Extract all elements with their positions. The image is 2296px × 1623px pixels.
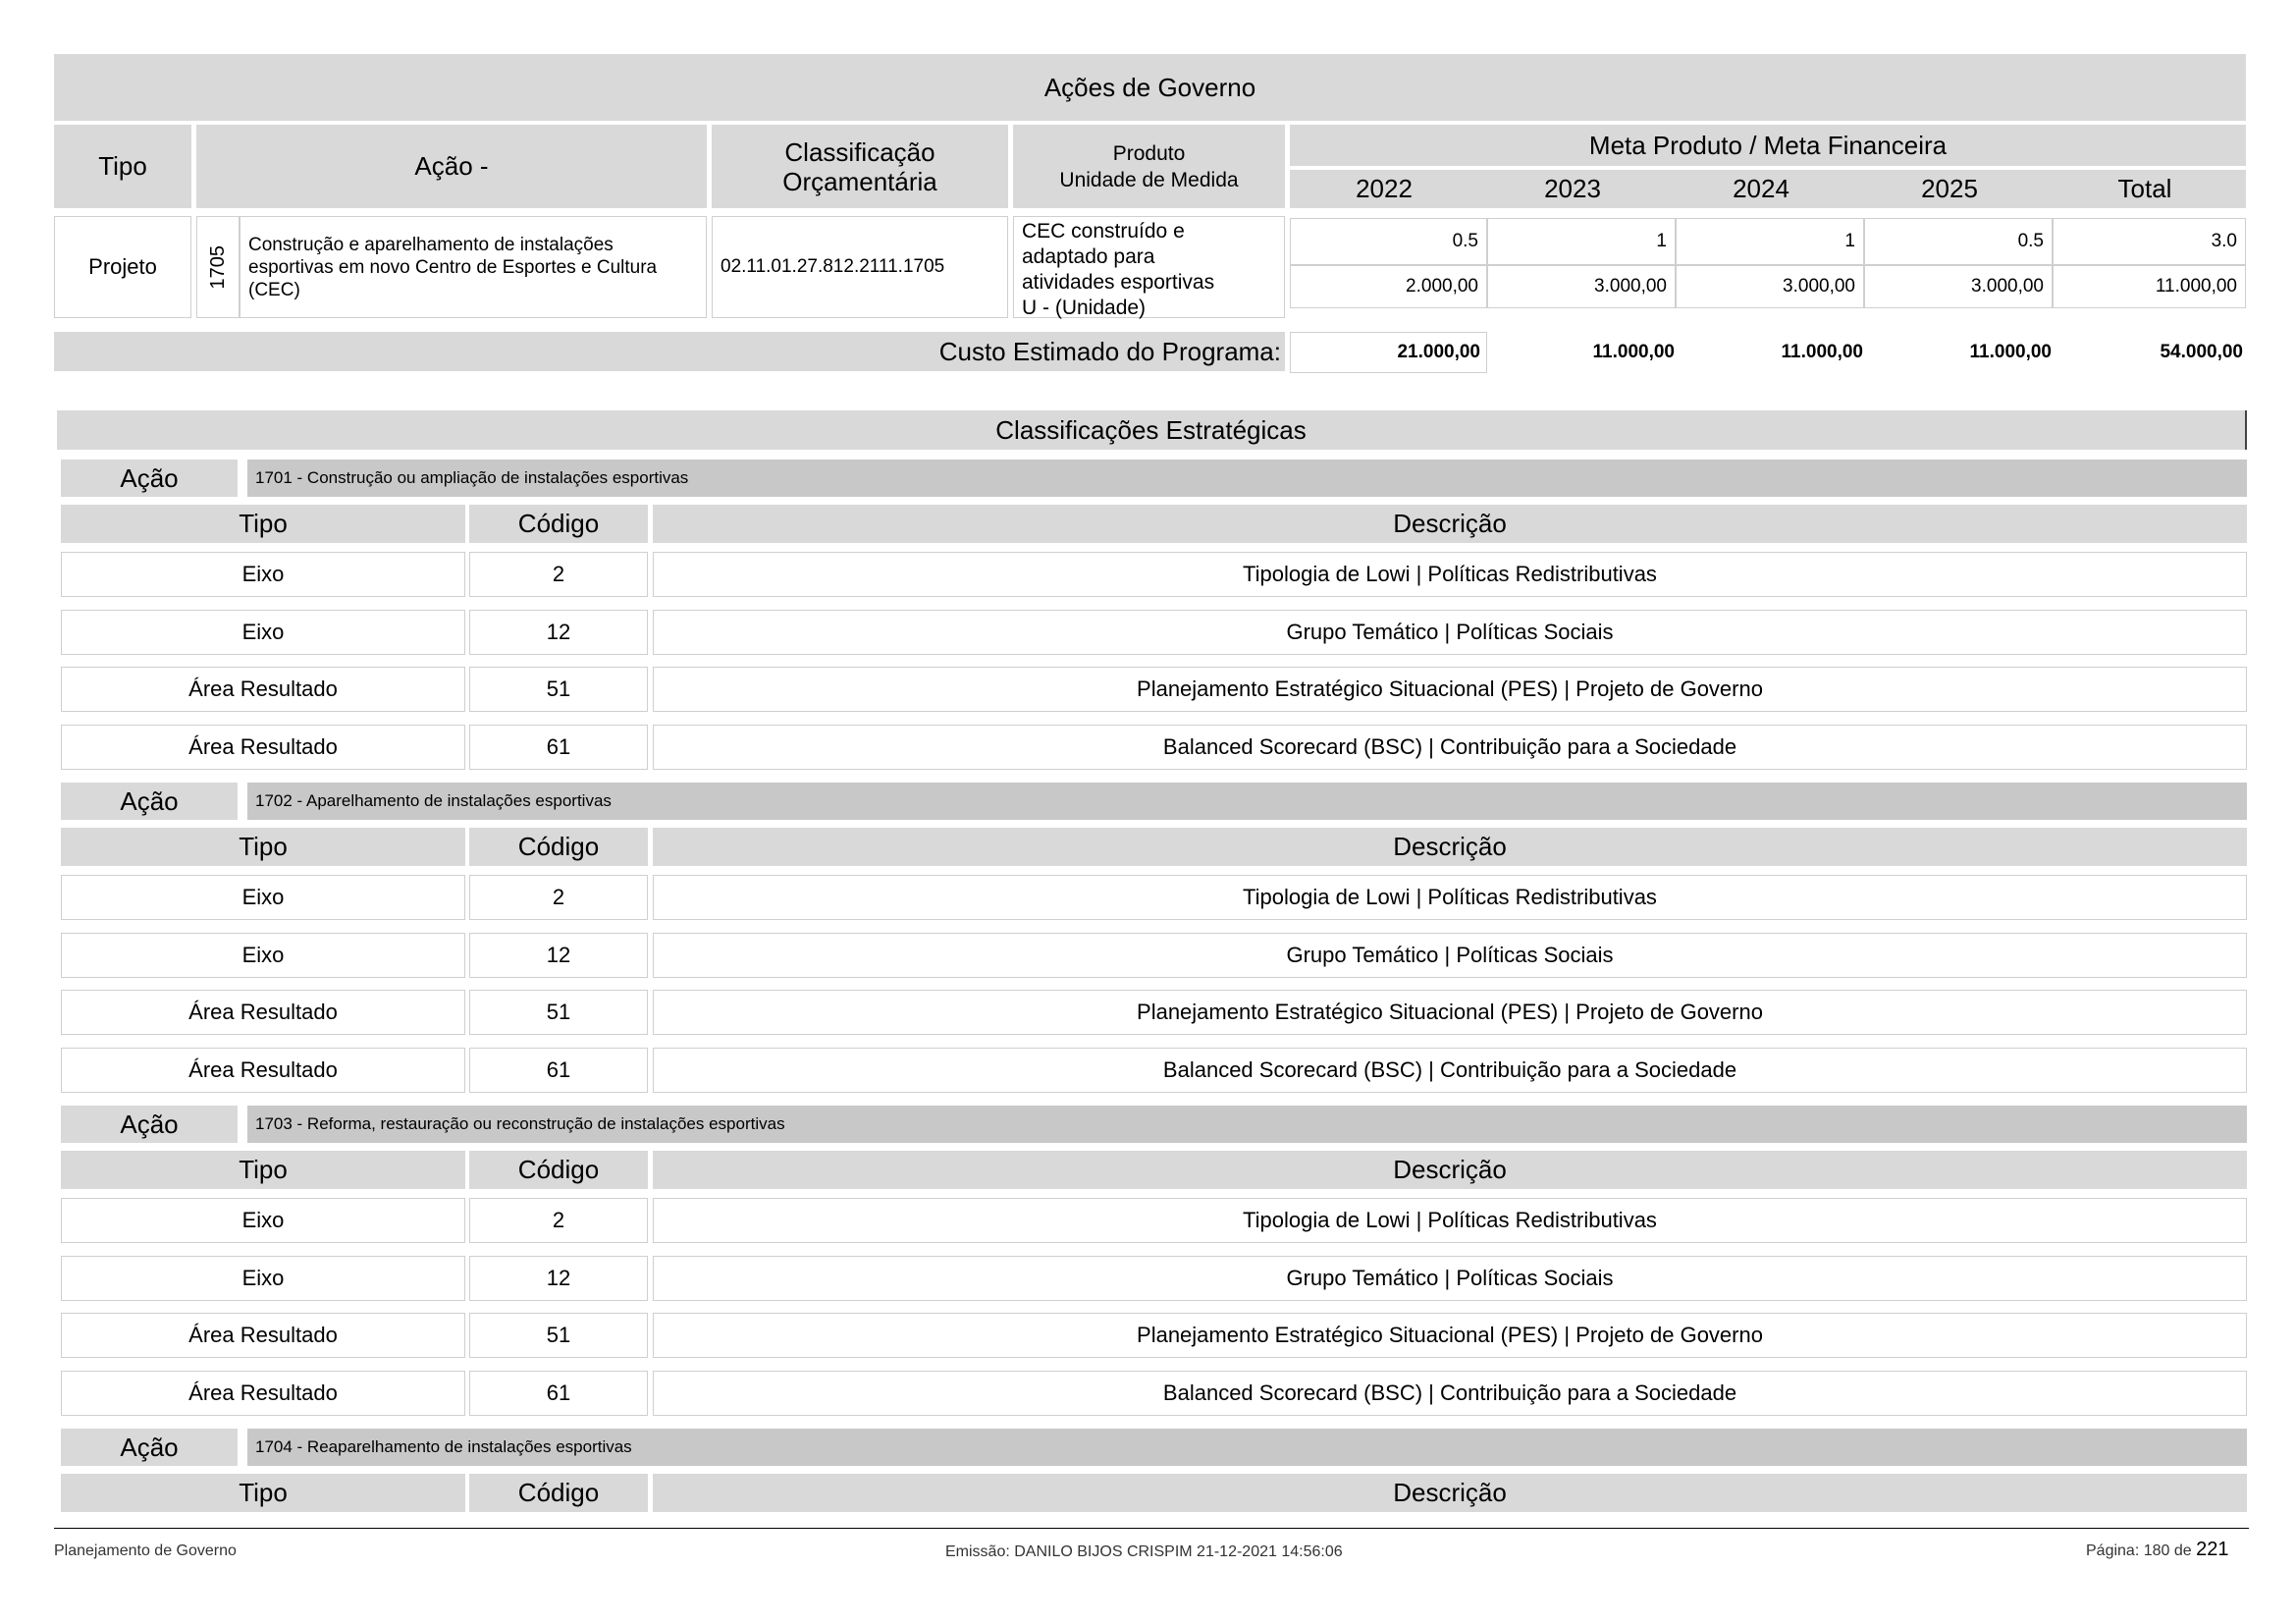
header-acao: Ação - xyxy=(196,125,707,208)
meta-produto-2024: 1 xyxy=(1676,218,1864,265)
row-codigo: 1705 xyxy=(206,244,229,290)
row-descricao: Balanced Scorecard (BSC) | Contribuição para a Sociedade xyxy=(653,725,2247,770)
acao-title: 1703 - Reforma, restauração ou reconstrução de instalações esportivas xyxy=(247,1106,2247,1143)
header-classificacao: Classificação Orçamentária xyxy=(712,125,1008,208)
row-tipo: Área Resultado xyxy=(61,1371,465,1416)
meta-produto-2023: 1 xyxy=(1487,218,1676,265)
meta-financeira-2025: 3.000,00 xyxy=(1864,265,2053,308)
header-years xyxy=(1290,170,2246,208)
row-codigo: 2 xyxy=(469,1198,648,1243)
row-codigo: 2 xyxy=(469,875,648,920)
row-descricao: Tipologia de Lowi | Políticas Redistributivas xyxy=(653,875,2247,920)
classificacoes-title: Classificações Estratégicas xyxy=(57,410,2247,450)
row-codigo-cell xyxy=(196,216,240,318)
header-tipo: Tipo xyxy=(54,125,191,208)
footer-page xyxy=(2086,1539,2228,1561)
acao-label: Ação xyxy=(61,1429,238,1466)
col-header-descricao: Descrição xyxy=(653,828,2247,866)
row-descricao: Grupo Temático | Políticas Sociais xyxy=(653,933,2247,978)
meta-financeira-total: 11.000,00 xyxy=(2053,265,2246,308)
acao-label: Ação xyxy=(61,783,238,820)
row-descricao: Balanced Scorecard (BSC) | Contribuição para a Sociedade xyxy=(653,1371,2247,1416)
col-header-descricao: Descrição xyxy=(653,1474,2247,1512)
acao-label: Ação xyxy=(61,460,238,497)
row-codigo: 51 xyxy=(469,1313,648,1358)
row-codigo: 61 xyxy=(469,1048,648,1093)
meta-produto-total: 3.0 xyxy=(2053,218,2246,265)
row-codigo: 2 xyxy=(469,552,648,597)
row-codigo: 61 xyxy=(469,725,648,770)
row-tipo: Eixo xyxy=(61,552,465,597)
row-tipo: Área Resultado xyxy=(61,1048,465,1093)
col-header-codigo: Código xyxy=(469,505,648,543)
header-total: Total xyxy=(2117,174,2172,203)
acoes-title: Ações de Governo xyxy=(54,54,2246,121)
custo-2024: 11.000,00 xyxy=(1682,332,1870,373)
row-codigo: 61 xyxy=(469,1371,648,1416)
row-descricao: Grupo Temático | Políticas Sociais xyxy=(653,1256,2247,1301)
row-codigo: 51 xyxy=(469,667,648,712)
row-descricao: Planejamento Estratégico Situacional (PES) | Projeto de Governo xyxy=(653,990,2247,1035)
meta-financeira-2022: 2.000,00 xyxy=(1290,265,1487,308)
meta-produto-2025: 0.5 xyxy=(1864,218,2053,265)
row-tipo: Eixo xyxy=(61,1256,465,1301)
row-tipo: Área Resultado xyxy=(61,725,465,770)
header-unidade-label: Unidade de Medida xyxy=(1059,168,1239,191)
header-year-2025: 2025 xyxy=(1921,174,1978,203)
row-codigo: 12 xyxy=(469,610,648,655)
custo-label: Custo Estimado do Programa: xyxy=(54,332,1285,371)
acao-title: 1704 - Reaparelhamento de instalações esportivas xyxy=(247,1429,2247,1466)
row-codigo: 12 xyxy=(469,1256,648,1301)
row-tipo: Eixo xyxy=(61,610,465,655)
acao-label: Ação xyxy=(61,1106,238,1143)
footer-page-total: 221 xyxy=(2196,1539,2229,1560)
row-descricao: Planejamento Estratégico Situacional (PES) | Projeto de Governo xyxy=(653,667,2247,712)
row-descricao: Balanced Scorecard (BSC) | Contribuição para a Sociedade xyxy=(653,1048,2247,1093)
row-tipo: Área Resultado xyxy=(61,1313,465,1358)
col-header-tipo: Tipo xyxy=(61,1474,465,1512)
row-tipo: Projeto xyxy=(54,216,191,318)
row-codigo: 12 xyxy=(469,933,648,978)
footer-left: Planejamento de Governo xyxy=(54,1542,237,1559)
custo-2023: 11.000,00 xyxy=(1493,332,1682,373)
acao-title: 1702 - Aparelhamento de instalações esportivas xyxy=(247,783,2247,820)
row-tipo: Eixo xyxy=(61,933,465,978)
footer-center: Emissão: DANILO BIJOS CRISPIM 21-12-2021 14:56:06 xyxy=(945,1543,1343,1560)
meta-produto-2022: 0.5 xyxy=(1290,218,1487,265)
row-descricao: Tipologia de Lowi | Políticas Redistributivas xyxy=(653,552,2247,597)
row-unidade-text: U - (Unidade) xyxy=(1022,297,1147,319)
col-header-descricao: Descrição xyxy=(653,1151,2247,1189)
col-header-tipo: Tipo xyxy=(61,1151,465,1189)
col-header-tipo: Tipo xyxy=(61,828,465,866)
col-header-codigo: Código xyxy=(469,1474,648,1512)
header-produto-label: Produto xyxy=(1112,141,1186,165)
header-produto xyxy=(1013,125,1285,208)
col-header-tipo: Tipo xyxy=(61,505,465,543)
row-tipo: Eixo xyxy=(61,1198,465,1243)
col-header-codigo: Código xyxy=(469,828,648,866)
custo-2025: 11.000,00 xyxy=(1870,332,2058,373)
custo-row xyxy=(1290,332,2246,373)
row-produto xyxy=(1013,216,1285,318)
meta-financeira-row xyxy=(1290,265,2246,308)
row-descricao: Tipologia de Lowi | Políticas Redistributivas xyxy=(653,1198,2247,1243)
header-meta: Meta Produto / Meta Financeira xyxy=(1290,125,2246,166)
col-header-descricao: Descrição xyxy=(653,505,2247,543)
footer-page-prefix: Página: 180 de xyxy=(2086,1542,2192,1559)
acao-title: 1701 - Construção ou ampliação de instalações esportivas xyxy=(247,460,2247,497)
header-year-2022: 2022 xyxy=(1356,174,1413,203)
meta-financeira-2024: 3.000,00 xyxy=(1676,265,1864,308)
row-classificacao: 02.11.01.27.812.2111.1705 xyxy=(712,216,1008,318)
footer-divider xyxy=(54,1528,2249,1529)
row-produto-text: CEC construído e adaptado para atividades esportivas xyxy=(1022,220,1215,294)
col-header-codigo: Código xyxy=(469,1151,648,1189)
row-tipo: Área Resultado xyxy=(61,667,465,712)
row-codigo: 51 xyxy=(469,990,648,1035)
row-descricao: Planejamento Estratégico Situacional (PES) | Projeto de Governo xyxy=(653,1313,2247,1358)
meta-produto-row xyxy=(1290,218,2246,265)
row-tipo: Eixo xyxy=(61,875,465,920)
meta-financeira-2023: 3.000,00 xyxy=(1487,265,1676,308)
custo-total: 54.000,00 xyxy=(2058,332,2246,373)
row-descricao: Grupo Temático | Políticas Sociais xyxy=(653,610,2247,655)
custo-2022: 21.000,00 xyxy=(1290,332,1487,373)
header-year-2023: 2023 xyxy=(1544,174,1601,203)
row-descricao: Construção e aparelhamento de instalações esportivas em novo Centro de Esportes e Cultura (CEC) xyxy=(240,216,707,318)
row-tipo: Área Resultado xyxy=(61,990,465,1035)
header-year-2024: 2024 xyxy=(1733,174,1789,203)
